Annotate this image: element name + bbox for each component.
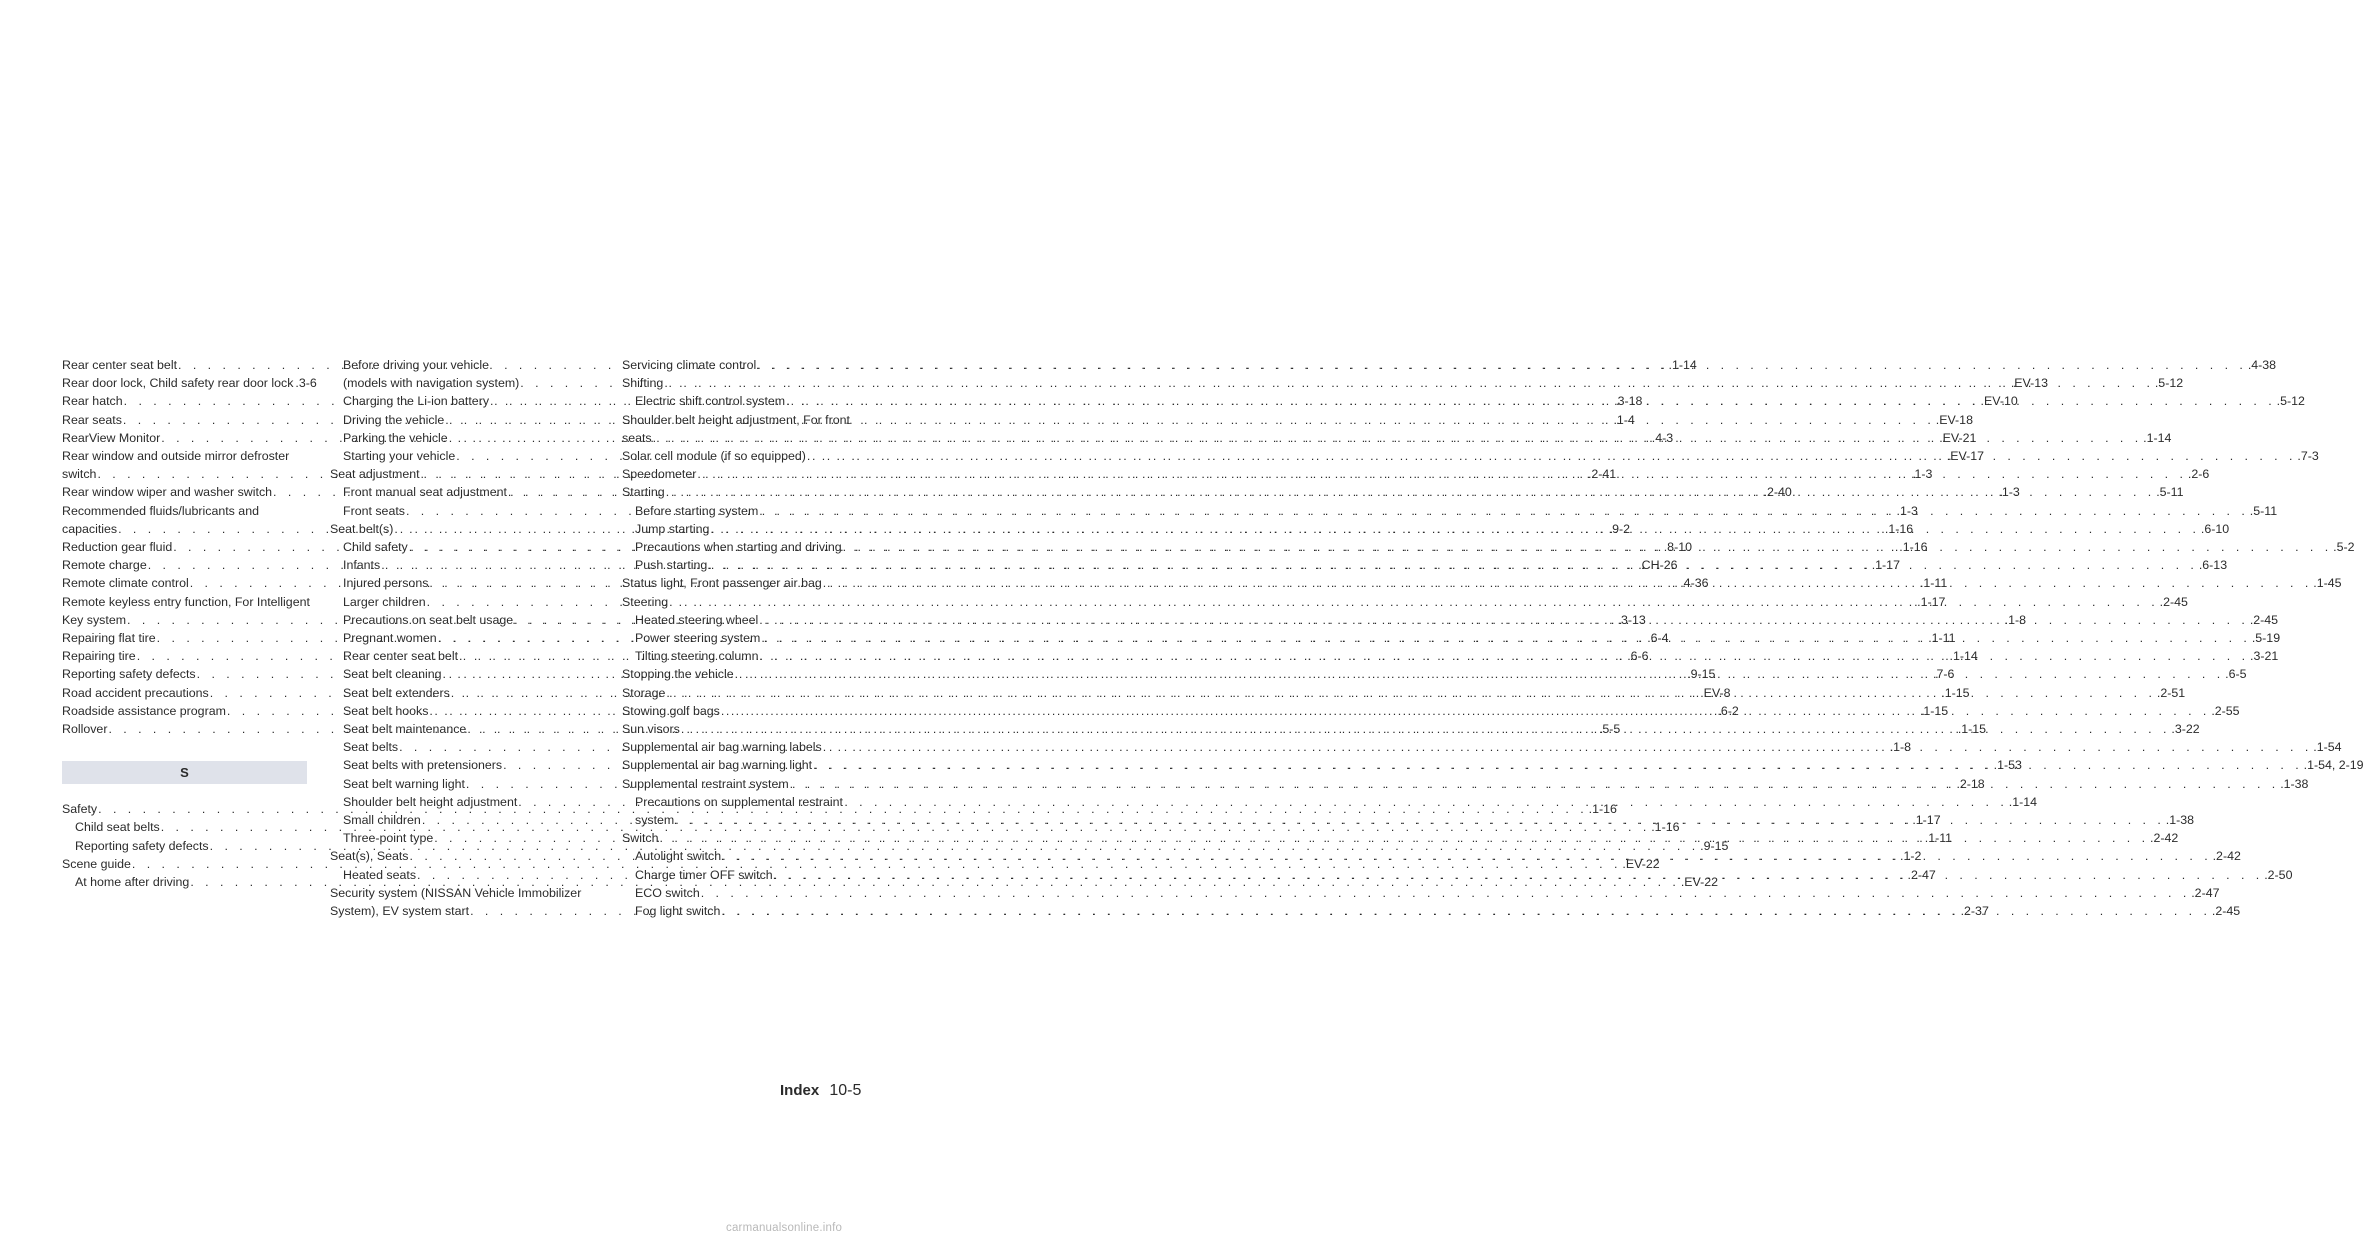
- entry-text: Reporting safety defects: [75, 838, 209, 853]
- page-reference[interactable]: .1-16: [1899, 540, 1928, 555]
- page-reference[interactable]: .2-45: [2159, 594, 2188, 609]
- entry-text: Sun visors: [622, 722, 680, 737]
- entry-text: Heated seats: [343, 867, 417, 882]
- entry-text: Stowing golf bags: [622, 703, 720, 718]
- page-reference[interactable]: .2-50: [2264, 867, 2293, 882]
- dot-leader: [710, 520, 2200, 538]
- entry-text: Remote keyless entry function, For Intelligent: [62, 594, 310, 609]
- page-reference[interactable]: .5-5: [1598, 722, 1621, 737]
- entry-text: capacities: [62, 521, 118, 536]
- page-reference[interactable]: .1-3: [1998, 485, 2020, 500]
- page-reference[interactable]: .1-8: [1889, 740, 1911, 755]
- page-reference[interactable]: .1-53: [1993, 758, 2022, 773]
- entry-text: Seat belts with pretensioners: [343, 758, 503, 773]
- entry-text: seats: [622, 430, 652, 445]
- page-reference[interactable]: .2-47: [2191, 885, 2220, 900]
- entry-text: Seat belt extenders: [343, 685, 450, 700]
- entry-text: Starting your vehicle: [343, 449, 456, 464]
- entry-text: Shoulder belt height adjustment: [343, 794, 518, 809]
- entry-text: Seat adjustment: [330, 467, 420, 482]
- entry-text: Tilting steering column: [635, 649, 759, 664]
- entry-line: [62, 374, 317, 392]
- page-reference[interactable]: .6-13: [2198, 558, 2228, 573]
- page-reference[interactable]: .2-45: [2211, 904, 2241, 919]
- entry-text: Rear hatch: [62, 394, 123, 409]
- page-reference[interactable]: .3-6: [295, 376, 317, 391]
- entry-text: Larger children: [343, 594, 426, 609]
- entry-line: [622, 884, 2220, 902]
- page-reference[interactable]: .1-54: [2313, 740, 2342, 755]
- entry-text: Supplemental air bag warning labels: [622, 740, 822, 755]
- dot-leader: [786, 392, 2276, 410]
- dot-leader: [759, 611, 2249, 629]
- entry-text: Remote climate control: [62, 576, 189, 591]
- entry-text: Switch: [622, 831, 659, 846]
- entry-text: Child seat belts: [75, 820, 160, 835]
- page-reference[interactable]: .2-45: [2249, 612, 2279, 627]
- page-reference[interactable]: .1-45: [2313, 576, 2342, 591]
- page-reference[interactable]: .2-47: [1907, 867, 1936, 882]
- entry-text: system: [635, 813, 675, 828]
- entry-text: Seat belt(s): [330, 521, 394, 536]
- page-reference[interactable]: .EV-10: [1980, 394, 2018, 409]
- page-reference[interactable]: .4-38: [2247, 358, 2277, 372]
- entry-text: ECO switch: [635, 885, 700, 900]
- entry-text: Shoulder belt height adjustment, For front: [622, 412, 850, 427]
- page-reference[interactable]: .1-14: [2143, 430, 2172, 445]
- entry-text: Key system: [62, 612, 127, 627]
- watermark-text: carmanualsonline.info: [726, 1222, 843, 1234]
- page-reference[interactable]: .1-17: [1917, 594, 1946, 609]
- entry-text: Security system (NISSAN Vehicle Immobilizer: [330, 885, 582, 900]
- entry-text: Charging the Li-ion battery: [343, 394, 490, 409]
- section-header-s: S: [62, 761, 307, 784]
- dot-leader: [760, 647, 2250, 665]
- page-reference[interactable]: .EV-18: [1935, 412, 1973, 427]
- page-reference[interactable]: .5-11: [2156, 485, 2184, 500]
- page-reference[interactable]: .1-15: [1957, 722, 1987, 737]
- page-reference[interactable]: .7-3: [2297, 449, 2319, 464]
- entry-text: Road accident precautions: [62, 685, 209, 700]
- page-reference[interactable]: .2-40: [1763, 485, 1792, 500]
- page-reference[interactable]: .5-12: [2154, 376, 2184, 391]
- dot-leader: [807, 447, 2297, 465]
- dot-leader: [843, 538, 2333, 556]
- entry-text: Safety: [62, 802, 98, 817]
- page-reference[interactable]: .6-2: [1717, 703, 1739, 718]
- entry-text: Repairing tire: [62, 649, 136, 664]
- page-reference[interactable]: .1-16: [1884, 521, 1914, 536]
- entry-text: At home after driving: [75, 875, 190, 890]
- entry-text: Status light, Front passenger air bag: [622, 576, 822, 591]
- page-reference[interactable]: .1-16: [1651, 820, 1680, 835]
- page-reference[interactable]: .2-18: [1956, 776, 1985, 791]
- page-reference[interactable]: .7-6: [1933, 667, 1955, 682]
- dot-leader: [666, 684, 2156, 702]
- page-reference[interactable]: .6-10: [2200, 521, 2230, 536]
- entry-text: Autolight switch: [635, 849, 722, 864]
- entry-text: Parking the vehicle: [343, 430, 448, 445]
- page-reference[interactable]: .1-15: [1919, 703, 1949, 718]
- page-reference[interactable]: .1-11: [1919, 576, 1948, 591]
- footer-page-number: 10-5: [829, 1082, 862, 1099]
- entry-text: switch: [62, 467, 97, 482]
- entry-text: System), EV system start: [330, 904, 470, 919]
- dot-leader: [735, 665, 2225, 683]
- dot-leader: [660, 829, 2150, 847]
- page-reference[interactable]: .6-6: [1627, 649, 1649, 664]
- page-reference[interactable]: .1-16: [1588, 802, 1617, 817]
- dot-leader: [669, 593, 2159, 611]
- page-reference[interactable]: .6-4: [1647, 631, 1669, 646]
- dot-leader: [675, 811, 2165, 829]
- entry-text: Roadside assistance program: [62, 703, 226, 718]
- dot-leader: [823, 574, 2313, 592]
- dot-leader: [722, 847, 2212, 865]
- entry-text: Heated steering wheel: [635, 612, 759, 627]
- entry-text: Supplemental air bag warning light: [622, 758, 813, 773]
- entry-text: Rear seats: [62, 412, 122, 427]
- entry-text: Pregnant women: [343, 631, 437, 646]
- dot-leader: [721, 702, 2211, 720]
- entry-text: Three-point type: [343, 831, 434, 846]
- entry-text: RearView Monitor: [62, 430, 161, 445]
- entry-text: Precautions on supplemental restraint: [635, 794, 844, 809]
- page-reference[interactable]: .4-3: [1651, 430, 1674, 445]
- entry-text: Seat belt warning light: [343, 776, 465, 791]
- dot-leader: [653, 429, 2143, 447]
- page-footer: [780, 1082, 861, 1100]
- entry-text: Front manual seat adjustment: [343, 485, 507, 500]
- entry-text: Rear center seat belt: [343, 649, 459, 664]
- entry-text: Reporting safety defects: [62, 667, 196, 682]
- page-reference[interactable]: .1-11: [1924, 831, 1953, 846]
- dot-leader: [681, 720, 2171, 738]
- entry-text: Power steering system: [635, 631, 761, 646]
- page-reference[interactable]: .3-21: [2250, 649, 2279, 664]
- dot-leader: [759, 502, 2249, 520]
- page-reference[interactable]: .1-17: [1912, 813, 1941, 828]
- entry-text: Rollover: [62, 722, 108, 737]
- entry-text: Solar cell module (if so equipped): [622, 449, 806, 464]
- entry-text: Jump starting: [635, 521, 710, 536]
- dot-leader: [721, 902, 2211, 920]
- page-reference[interactable]: .1-4: [1613, 412, 1635, 427]
- page-reference[interactable]: .1-14: [2008, 794, 2038, 809]
- entry-text: Infants: [343, 558, 381, 573]
- dot-leader: [823, 738, 2313, 756]
- page-reference[interactable]: .1-15: [1941, 685, 1970, 700]
- entry-text: Injured persons: [343, 576, 429, 591]
- page-reference[interactable]: .1-11: [1928, 631, 1956, 646]
- page-reference[interactable]: .3-13: [1617, 612, 1646, 627]
- page-reference[interactable]: .1-38: [2165, 813, 2195, 828]
- entry-text: Rear window wiper and washer switch: [62, 485, 273, 500]
- page-reference[interactable]: .2-37: [1960, 904, 1989, 919]
- page-reference[interactable]: .EV-21: [1939, 430, 1977, 445]
- page-reference[interactable]: .4-36: [1680, 576, 1709, 591]
- page-reference[interactable]: .EV-8: [1700, 685, 1731, 700]
- page-reference[interactable]: .9-15: [1687, 667, 1716, 682]
- dot-leader: [664, 374, 2154, 392]
- entry-text: Fog light switch: [635, 904, 721, 919]
- entry-text: Before driving your vehicle: [343, 358, 490, 372]
- entry-text: Rear door lock, Child safety rear door lock: [62, 376, 294, 391]
- page-reference[interactable]: .5-2: [2333, 540, 2355, 555]
- entry-text: Precautions on seat belt usage: [343, 612, 514, 627]
- entry-text: Stopping the vehicle: [622, 667, 734, 682]
- page-reference[interactable]: .6-5: [2225, 667, 2247, 682]
- dot-leader: [666, 483, 2156, 501]
- entry-text: Small children: [343, 813, 421, 828]
- page-reference[interactable]: .2-55: [2211, 703, 2240, 718]
- page-reference[interactable]: .3-18: [1614, 394, 1643, 409]
- entry-text: Remote charge: [62, 558, 147, 573]
- entry-text: Front seats: [343, 503, 405, 518]
- entry-text: Recommended fluids/lubricants and: [62, 503, 259, 518]
- entry-text: Seat belt maintenance: [343, 722, 467, 737]
- entry-text: Child safety: [343, 540, 408, 555]
- page-reference[interactable]: .EV-17: [1946, 449, 1984, 464]
- entry-text: Rear window and outside mirror defroster: [62, 449, 290, 464]
- index-subentry[interactable]: [622, 884, 2220, 902]
- page-reference[interactable]: .2-6: [2187, 467, 2210, 482]
- entry-text: Supplemental restraint system: [622, 776, 789, 791]
- dot-leader: [708, 556, 2198, 574]
- entry-text: Steering: [622, 594, 669, 609]
- entry-text: Electric shift control system: [635, 394, 786, 409]
- index-entry[interactable]: [62, 374, 317, 392]
- page-reference[interactable]: .1-8: [2004, 612, 2027, 627]
- entry-text: Rear center seat belt: [62, 358, 178, 372]
- page-reference[interactable]: .9-2: [1608, 521, 1630, 536]
- page-reference[interactable]: .2-41: [1587, 467, 1617, 482]
- page-reference[interactable]: .1-2: [1900, 849, 1922, 864]
- entry-text: Seat belt cleaning: [343, 667, 442, 682]
- page-reference[interactable]: .1-14: [1668, 358, 1697, 372]
- entry-text: Storage: [622, 685, 666, 700]
- page-reference[interactable]: .1-54, 2-19: [2303, 758, 2364, 773]
- page-reference[interactable]: .5-11: [2249, 503, 2278, 518]
- page-reference[interactable]: .5-19: [2251, 631, 2281, 646]
- page-reference[interactable]: .2-51: [2156, 685, 2186, 700]
- entry-text: Starting: [622, 485, 665, 500]
- entry-text: Driving the vehicle: [343, 412, 445, 427]
- entry-text: Repairing flat tire: [62, 631, 156, 646]
- entry-text: Shifting: [622, 376, 664, 391]
- page-reference[interactable]: .1-17: [1871, 558, 1900, 573]
- page-reference[interactable]: .2-42: [2212, 849, 2241, 864]
- dot-leader: [790, 775, 2280, 793]
- entry-text: Seat belts: [343, 740, 399, 755]
- page-reference[interactable]: .3-22: [2171, 722, 2200, 737]
- entry-text: Precautions when starting and driving: [635, 540, 842, 555]
- entry-text: Seat belt hooks: [343, 703, 429, 718]
- entry-text: Servicing climate control: [622, 358, 757, 372]
- page-reference[interactable]: .8-10: [1663, 540, 1692, 555]
- page-reference[interactable]: .1-14: [1949, 649, 1978, 664]
- dot-leader: [761, 629, 2251, 647]
- entry-text: (models with navigation system): [343, 376, 520, 391]
- dot-leader: [697, 465, 2187, 483]
- page-reference[interactable]: .9-15: [1700, 838, 1729, 853]
- page-reference[interactable]: .5-12: [2276, 394, 2305, 409]
- entry-text: Push starting: [635, 558, 708, 573]
- dot-leader: [813, 756, 2303, 774]
- page-reference[interactable]: .EV-22: [1622, 856, 1660, 871]
- dot-leader: [774, 866, 2264, 884]
- page-reference[interactable]: .2-42: [2150, 831, 2179, 846]
- page-reference[interactable]: .EV-13: [2010, 376, 2049, 391]
- entry-text: Speedometer: [622, 467, 697, 482]
- page-reference[interactable]: .EV-22: [1680, 875, 1719, 890]
- page-reference[interactable]: .1-3: [1911, 467, 1933, 482]
- entry-text: Seat(s), Seats: [330, 849, 409, 864]
- entry-text: Scene guide: [62, 856, 131, 871]
- page-reference[interactable]: .CH-26: [1638, 558, 1678, 573]
- dot-leader: [701, 884, 2191, 902]
- footer-section-label: Index: [780, 1082, 820, 1099]
- dot-leader: [757, 356, 2247, 374]
- entry-text: Reduction gear fluid: [62, 540, 173, 555]
- page-reference[interactable]: .1-38: [2280, 776, 2309, 791]
- entry-text: Before starting system: [635, 503, 759, 518]
- page-reference[interactable]: .1-3: [1896, 503, 1918, 518]
- entry-text: Charge timer OFF switch: [635, 867, 773, 882]
